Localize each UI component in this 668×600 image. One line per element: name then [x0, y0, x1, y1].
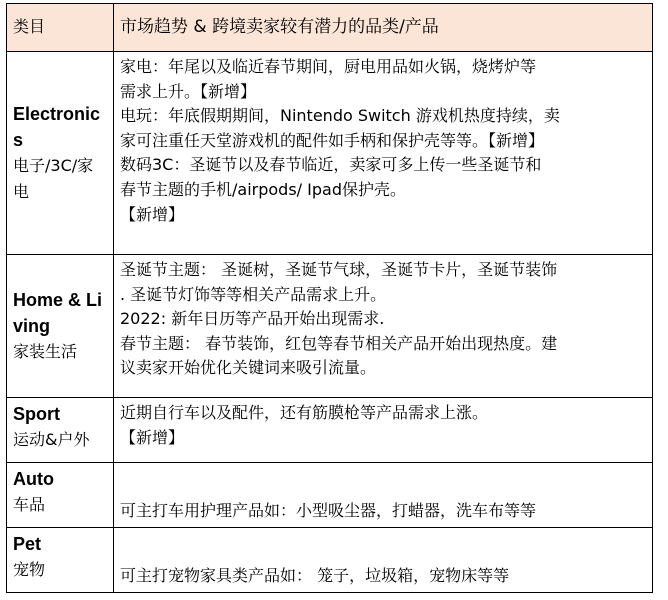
table-row-electronics	[7, 52, 653, 255]
trend-cell-home-living	[114, 255, 653, 398]
trend-line: 春节主题的手机/airpods/ Ipad保护壳。	[120, 179, 406, 199]
trend-cell-sport	[114, 398, 653, 463]
trend-line: . 圣诞节灯饰等等相关产品需求上升。	[120, 284, 387, 304]
trend-line: 【新增】	[120, 204, 185, 224]
trend-line: 数码3C：圣诞节以及春节临近，卖家可多上传一些圣诞节和	[120, 155, 542, 175]
trend-line: 家电：年尾以及临近春节期间，厨电用品如火锅，烧烤炉等	[120, 57, 537, 76]
table-header-row	[7, 4, 653, 52]
trend-line: 电玩：年底假期期间，Nintendo Switch 游戏机热度持续，卖	[120, 106, 560, 126]
table-row-pet	[7, 528, 653, 593]
category-zh: 车品	[13, 495, 46, 514]
category-cell-home-living	[7, 255, 114, 398]
category-zh: 电子/3C/家电	[13, 156, 94, 201]
table-row-sport	[7, 398, 653, 463]
category-en: Electronics	[13, 104, 101, 150]
header-trend	[114, 4, 653, 52]
trend-cell-electronics	[114, 52, 653, 255]
category-en: Pet	[13, 534, 42, 554]
trend-cell-auto	[114, 463, 653, 528]
table-row-auto	[7, 463, 653, 528]
category-cell-sport	[7, 398, 114, 463]
header-category	[7, 4, 114, 52]
table-row-home-living	[7, 255, 653, 398]
category-zh: 家装生活	[13, 342, 78, 361]
header-trend-text: 市场趋势 & 跨境卖家较有潜力的品类/产品	[120, 17, 439, 38]
trend-line: 议卖家开始优化关键词来吸引流量。	[120, 358, 377, 378]
trend-line: 需求上升。【新增】	[120, 81, 257, 101]
category-cell-auto	[7, 463, 114, 528]
trend-line: 可主打车用护理产品如：小型吸尘器，打蜡器，洗车布等等	[120, 501, 537, 521]
category-cell-pet	[7, 528, 114, 593]
category-zh: 运动&户外	[13, 430, 90, 449]
trend-line: 可主打宠物家具类产品如： 笼子，垃圾箱，宠物床等等	[120, 566, 510, 586]
category-cell-electronics	[7, 52, 114, 255]
trend-cell-pet	[114, 528, 653, 593]
category-en: Sport	[13, 404, 60, 424]
trend-line: 春节主题： 春节装饰，红包等春节相关产品开始出现热度。建	[120, 333, 558, 353]
category-zh: 宠物	[13, 560, 46, 579]
category-en: Home & Living	[13, 290, 103, 336]
trend-line: 2022: 新年日历等产品开始出现需求.	[120, 309, 385, 329]
category-en: Auto	[13, 469, 54, 489]
trend-line: 圣诞节主题： 圣诞树，圣诞节气球，圣诞节卡片，圣诞节装饰	[120, 260, 558, 279]
trend-line: 【新增】	[120, 427, 185, 447]
category-trend-table	[6, 3, 653, 593]
trend-line: 近期自行车以及配件，还有筋膜枪等产品需求上涨。	[120, 403, 489, 422]
header-category-text: 类目	[13, 17, 46, 37]
trend-line: 家可注重任天堂游戏机的配件如手柄和保护壳等等。【新增】	[120, 130, 545, 150]
trend-table-container	[6, 3, 652, 593]
